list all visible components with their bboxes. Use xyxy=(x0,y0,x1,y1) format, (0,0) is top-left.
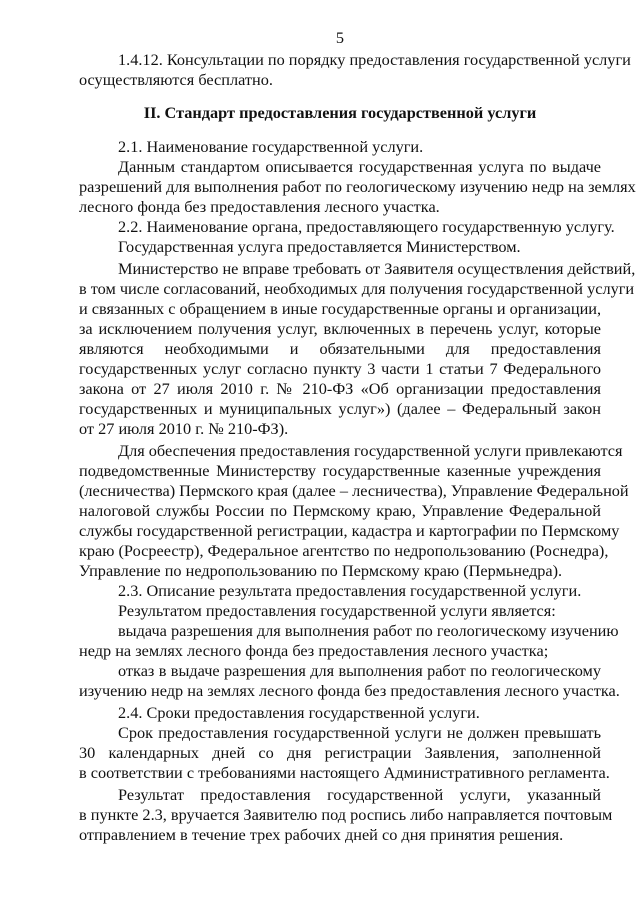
paragraph-line: Министерство не вправе требовать от Заявителя осуществления действий, xyxy=(118,259,636,278)
paragraph-line: краю (Росреестр), Федеральное агентство по недропользованию (Роснедра), xyxy=(79,541,609,560)
paragraph-line: (лесничества) Пермского края (далее – лесничества), Управление Федеральной xyxy=(79,481,629,500)
paragraph-line: государственных услуг согласно пункту 3 части 1 статьи 7 Федерального xyxy=(79,359,601,378)
section-title: II. Стандарт предоставления государственной услуги xyxy=(143,103,537,122)
paragraph-line: 30 календарных дней со дня регистрации Заявления, заполненной xyxy=(79,743,601,762)
paragraph-line: 2.3. Описание результата предоставления государственной услуги. xyxy=(118,581,582,600)
paragraph-line: Результатом предоставления государственной услуги является: xyxy=(118,601,556,620)
paragraph-line: Данным стандартом описывается государственная услуга по выдаче xyxy=(118,157,601,176)
paragraph-line: от 27 июля 2010 г. № 210-ФЗ). xyxy=(79,419,289,438)
paragraph-line: за исключением получения услуг, включенных в перечень услуг, которые xyxy=(79,319,601,338)
paragraph-line: Срок предоставления государственной услуги не должен превышать xyxy=(118,723,601,742)
paragraph-line: 1.4.12. Консультации по порядку предоставления государственной услуги xyxy=(118,50,631,69)
paragraph-line: государственных и муниципальных услуг») (далее – Федеральный закон xyxy=(79,399,601,418)
paragraph-line: лесного фонда без предоставления лесного участка. xyxy=(79,197,440,216)
paragraph-line: отказ в выдаче разрешения для выполнения работ по геологическому xyxy=(118,661,601,680)
paragraph-line: в пункте 2.3, вручается Заявителю под роспись либо направляется почтовым xyxy=(79,805,613,824)
paragraph-line: разрешений для выполнения работ по геологическому изучению недр на землях xyxy=(79,177,636,196)
paragraph-line: Результат предоставления государственной услуги, указанный xyxy=(118,785,601,804)
paragraph-line: Управление по недропользованию по Пермскому краю (Пермьнедра). xyxy=(79,561,563,580)
paragraph-line: 2.1. Наименование государственной услуги. xyxy=(118,137,424,156)
paragraph-line: Для обеспечения предоставления государственной услуги привлекаются xyxy=(118,441,623,460)
paragraph-line: Государственная услуга предоставляется Министерством. xyxy=(118,237,521,256)
paragraph-line: в соответствии с требованиями настоящего Административного регламента. xyxy=(79,763,610,782)
paragraph-line: налоговой службы России по Пермскому краю, Управление Федеральной xyxy=(79,501,601,520)
paragraph-line: закона от 27 июля 2010 г. № 210-ФЗ «Об организации предоставления xyxy=(79,379,601,398)
paragraph-line: осуществляются бесплатно. xyxy=(79,70,273,89)
paragraph-line: и связанных с обращением в иные государственные органы и организации, xyxy=(79,299,602,318)
paragraph-line: выдача разрешения для выполнения работ по геологическому изучению xyxy=(118,621,619,640)
paragraph-line: подведомственные Министерству государственные казенные учреждения xyxy=(79,461,601,480)
paragraph-line: 2.4. Сроки предоставления государственной услуги. xyxy=(118,703,480,722)
paragraph-line: в том числе согласований, необходимых для получения государственной услуги xyxy=(79,279,635,298)
paragraph-line: изучению недр на землях лесного фонда без предоставления лесного участка. xyxy=(79,681,620,700)
page-number: 5 xyxy=(335,28,345,47)
paragraph-line: недр на землях лесного фонда без предоставления лесного участка; xyxy=(79,641,549,660)
paragraph-line: 2.2. Наименование органа, предоставляющего государственную услугу. xyxy=(118,217,615,236)
paragraph-line: службы государственной регистрации, кадастра и картографии по Пермскому xyxy=(79,521,620,540)
paragraph-line: отправлением в течение трех рабочих дней со дня принятия решения. xyxy=(79,825,564,844)
paragraph-line: являются необходимыми и обязательными для предоставления xyxy=(79,339,601,358)
